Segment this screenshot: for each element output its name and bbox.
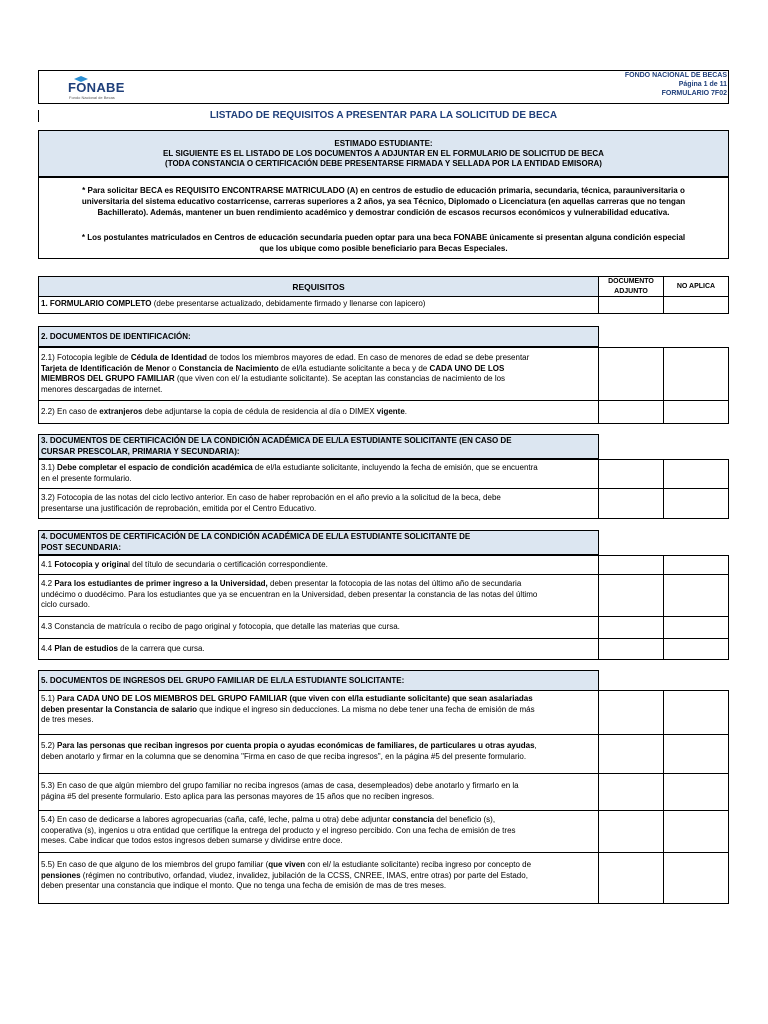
adjunto-label: ADJUNTO [614,288,648,295]
checkbox-2-1-adjunto[interactable] [598,347,664,401]
checkbox-2-1-no-aplica[interactable] [663,347,729,401]
checkbox-formulario-adjunto[interactable] [598,296,664,314]
checkbox-4-4-adjunto[interactable] [598,638,664,660]
row-5-5-text: 5.5) En caso de que alguno de los miembros del grupo familiar (que viven con el/ la estudiante solicitante) reciba ingreso por concepto de pensiones (régimen no contributivo, orfandad, viudez, invalidez, jubilación de la CCSS, CNREE, IMAS, entre otras) por parte del Estado, deben presentar una constancia que indique el monto. Que no tenga una fecha de emisión de mas de tres meses. [41,860,532,890]
row-formulario-bold: 1. FORMULARIO COMPLETO [41,299,152,308]
section-4-title-1: 4. DOCUMENTOS DE CERTIFICACIÓN DE LA CONDICIÓN ACADÉMICA DE EL/LA ESTUDIANTE SOLICITANTE DE [41,532,471,541]
checkbox-4-3-no-aplica[interactable] [663,616,729,639]
requisitos-label: REQUISITOS [292,282,345,292]
checkbox-4-4-no-aplica[interactable] [663,638,729,660]
row-5-4-text: 5.4) En caso de dedicarse a labores agropecuarias (caña, café, leche, palma u otra) debe adjuntar constancia del beneficio (s), cooperativa (s), ingenios u otra entidad que certifique la entrega del producto y el ingreso percibido. Con una fecha de emisión de tres meses. Cabe indicar que todos estos ingresos deben sumarse y dividirse entre doce. [41,815,516,845]
note-1-line-1: * Para solicitar BECA es REQUISITO ENCONTRARSE MATRICULADO (A) en centros de estudio de educación primaria, secundaria, técnica, parauniversitaria o [82,186,685,195]
section-3-title-1: 3. DOCUMENTOS DE CERTIFICACIÓN DE LA CONDICIÓN ACADÉMICA DE EL/LA ESTUDIANTE SOLICITANTE (EN CASO DE [41,436,512,445]
section-3-title-2: CURSAR PRESCOLAR, PRIMARIA Y SECUNDARIA): [41,447,240,456]
checkbox-4-3-adjunto[interactable] [598,616,664,639]
checkbox-3-2-no-aplica[interactable] [663,488,729,519]
checkbox-4-2-adjunto[interactable] [598,574,664,617]
section-2-title: 2. DOCUMENTOS DE IDENTIFICACIÓN: [41,332,191,341]
form-code: FORMULARIO 7F02 [661,90,727,97]
checkbox-2-2-no-aplica[interactable] [663,400,729,424]
logo-text: FONABE [68,80,125,95]
checkbox-5-2-no-aplica[interactable] [663,734,729,774]
checkbox-4-2-no-aplica[interactable] [663,574,729,617]
row-4-3-text: 4.3 Constancia de matrícula o recibo de pago original y fotocopia, que detalle las materias que cursa. [41,622,400,631]
row-4-1-text: 4.1 Fotocopia y original del título de secundaria o certificación correspondiente. [41,560,328,569]
row-formulario-text [41,299,425,310]
page-title: LISTADO DE REQUISITOS A PRESENTAR PARA LA SOLICITUD DE BECA [209,110,558,121]
checkbox-2-2-adjunto[interactable] [598,400,664,424]
checkbox-5-1-no-aplica[interactable] [663,690,729,735]
no-aplica-label: NO APLICA [676,283,716,290]
row-2-1-text: 2.1) Fotocopia legible de Cédula de Identidad de todos los miembros mayores de edad. En caso de menores de edad se debe presentar Tarjeta de Identificación de Menor o Constancia de Nacimiento de el/la estudiante solicitante a beca y de CADA UNO DE LOS MIEMBROS DEL GRUPO FAMILIAR (que viven con el/ la estudiante solicitante). Se aceptan las constancias de nacimiento de los menores descargadas de internet. [41,353,530,394]
checkbox-5-4-no-aplica[interactable] [663,810,729,853]
org-name: FONDO NACIONAL DE BECAS [624,72,727,79]
checkbox-3-1-adjunto[interactable] [598,459,664,489]
checkbox-5-4-adjunto[interactable] [598,810,664,853]
checkbox-5-3-no-aplica[interactable] [663,773,729,811]
checkbox-5-3-adjunto[interactable] [598,773,664,811]
intro-line-2: EL SIGUIENTE ES EL LISTADO DE LOS DOCUMENTOS A ADJUNTAR EN EL FORMULARIO DE SOLICITUD DE BECA [163,149,604,158]
section-4-title-2: POST SECUNDARIA: [41,543,122,552]
documento-label: DOCUMENTO [608,278,654,285]
logo-subtext: Fondo Nacional de Becas [69,95,115,100]
row-5-3-text: 5.3) En caso de que algún miembro del grupo familiar no reciba ingresos (amas de casa, desempleados) debe anotarlo y firmarlo en la página #5 del presente formulario. Esto aplica para las personas mayores de 15 años que no reciben ingresos. [41,781,519,801]
checkbox-5-5-adjunto[interactable] [598,852,664,904]
note-1-line-3: Bachillerato). Además, mantener un buen rendimiento académico y demostrar condición de escasos recursos económicos y vulnerabilidad educativa. [97,208,670,217]
row-4-4-text: 4.4 Plan de estudios de la carrera que cursa. [41,644,205,653]
row-formulario-rest: (debe presentarse actualizado, debidamente firmado y llenarse con lapicero) [151,299,426,308]
checkbox-4-1-no-aplica[interactable] [663,555,729,575]
checkbox-5-1-adjunto[interactable] [598,690,664,735]
intro-line-3: (TODA CONSTANCIA O CERTIFICACIÓN DEBE PRESENTARSE FIRMADA Y SELLADA POR LA ENTIDAD EMISORA) [165,159,602,168]
row-3-1-text: 3.1) Debe completar el espacio de condición académica de el/la estudiante solicitante, incluyendo la fecha de emisión, que se encuentra en el presente formulario. [41,463,538,483]
fonabe-logo [66,76,136,102]
checkbox-formulario-no-aplica[interactable] [663,296,729,314]
note-2-line-1: * Los postulantes matriculados en Centros de educación secundaria pueden optar para una beca FONABE únicamente si presentan alguna condición especial [81,233,686,242]
checkbox-3-1-no-aplica[interactable] [663,459,729,489]
row-2-2-text: 2.2) En caso de extranjeros debe adjuntarse la copia de cédula de residencia al día o DIMEX vigente. [41,407,408,416]
checkbox-5-5-no-aplica[interactable] [663,852,729,904]
row-5-2-text: 5.2) Para las personas que reciban ingresos por cuenta propia o ayudas económicas de familiares, de particulares u otras ayudas, deben anotarlo y firmar en la columna que se denomina "Firma en caso de que reciba ingresos", en la página #5 del presente formulario. [41,741,537,761]
checkbox-3-2-adjunto[interactable] [598,488,664,519]
checkbox-5-2-adjunto[interactable] [598,734,664,774]
checkbox-4-1-adjunto[interactable] [598,555,664,575]
note-1-line-2: universitaria del sistema educativo costarricense, carreras superiores a 2 años, ya sea Técnico, Diplomado o Licenciatura (en aquellas carreras que no tengan [81,197,686,206]
note-2-line-2: que los ubique como posible beneficiario para Becas Especiales. [259,244,508,253]
row-5-1-text: 5.1) Para CADA UNO DE LOS MIEMBROS DEL GRUPO FAMILIAR (que viven con el/la estudiante solicitante) que sean asalariadas deben presentar la Constancia de salario que indique el ingreso sin deducciones. La misma no debe tener una fecha de emisión de más de tres meses. [41,694,535,724]
row-4-2-text: 4.2 Para los estudiantes de primer ingreso a la Universidad, deben presentar la fotocopia de las notas del último año de secundaria undécimo o duodécimo. Para los estudiantes que ya se encuentran en la Universidad, deben presentar la constancia de las notas del último ciclo cursado. [41,579,538,609]
intro-greeting: ESTIMADO ESTUDIANTE: [334,139,433,148]
page-number: Página 1 de 11 [678,81,727,88]
row-3-2-text: 3.2) Fotocopia de las notas del ciclo lectivo anterior. En caso de haber reprobación en el año previo a la solicitud de la beca, debe presentarse una justificación de reprobación, emitida por el Centro Educativo. [41,493,501,513]
section-5-title: 5. DOCUMENTOS DE INGRESOS DEL GRUPO FAMILIAR DE EL/LA ESTUDIANTE SOLICITANTE: [41,676,405,685]
